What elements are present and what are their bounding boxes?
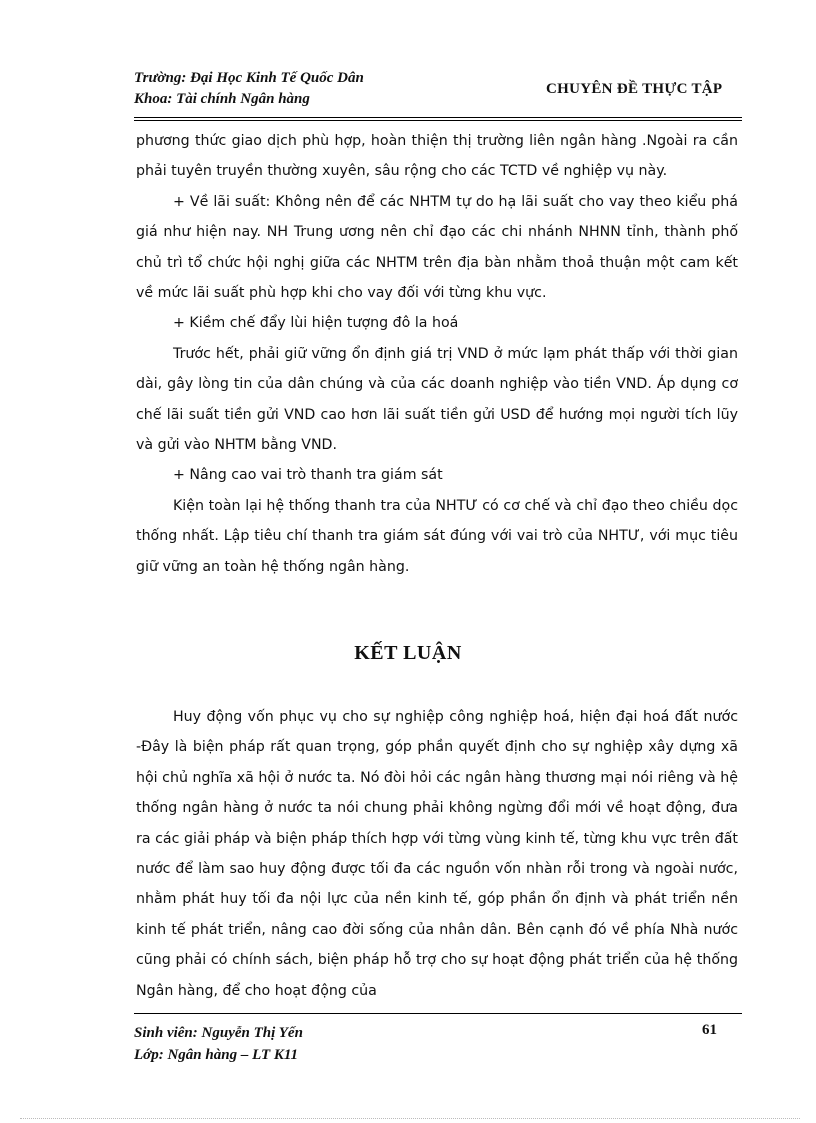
- header-left: [134, 68, 364, 110]
- document-type: CHUYÊN ĐỀ THỰC TẬP: [546, 81, 723, 97]
- paragraph: + Kiềm chế đẩy lùi hiện tượng đô la hoá: [173, 315, 459, 332]
- paragraph: + Về lãi suất: Không nên để các NHTM tự do hạ lãi suất cho vay theo kiểu phá giá như hiện nay. NH Trung ương nên chỉ đạo các chi nhánh NHNN tỉnh, thành phố chủ trì tổ chức hội nghị giữa các NHTM trên địa bàn nhằm thoả thuận một cam kết về mức lãi suất phù hợp khi cho vay đối với từng khu vực.: [136, 193, 738, 302]
- page-number: 61: [702, 1022, 717, 1038]
- paragraph: Trước hết, phải giữ vững ổn định giá trị VND ở mức lạm phát thấp với thời gian dài, gây lòng tin của dân chúng và của các doanh nghiệp vào tiền VND. Áp dụng cơ chế lãi suất tiền gửi VND cao hơn lãi suất tiền gửi USD để hướng mọi người tích lũy và gửi vào NHTM bằng VND.: [136, 345, 738, 454]
- header-rule: [134, 117, 742, 121]
- faculty-name: Khoa: Tài chính Ngân hàng: [134, 91, 310, 107]
- paragraph: Huy động vốn phục vụ cho sự nghiệp công nghiệp hoá, hiện đại hoá đất nước -Đây là biện pháp rất quan trọng, góp phần quyết định cho sự nghiệp xây dựng xã hội chủ nghĩa xã hội ở nước ta. Nó đòi hỏi các ngân hàng thương mại nói riêng và hệ thống ngân hàng ở nước ta nói chung phải không ngừng đổi mới về hoạt động, đưa ra các giải pháp và biện pháp thích hợp với từng vùng kinh tế, từng khu vực trên đất nước để làm sao huy động được tối đa các nguồn vốn nhàn rỗi trong và ngoài nước, nhằm phát huy tối đa nội lực của nền kinh tế, góp phần ổn định và phát triển nền kinh tế phát triển, nâng cao đời sống của nhân dân. Bên cạnh đó về phía Nhà nước cũng phải có chính sách, biện pháp hỗ trợ cho sự hoạt động phát triển của hệ thống Ngân hàng, để cho hoạt động của: [136, 709, 738, 999]
- conclusion-title: KẾT LUẬN: [354, 642, 462, 664]
- paragraph: + Nâng cao vai trò thanh tra giám sát: [173, 467, 443, 484]
- class-name: Lớp: Ngân hàng – LT K11: [134, 1047, 299, 1063]
- paragraph: Kiện toàn lại hệ thống thanh tra của NHTƯ có cơ chế và chỉ đạo theo chiều dọc thống nhất. Lập tiêu chí thanh tra giám sát đúng với vai trò của NHTƯ, với mục tiêu giữ vững an toàn hệ thống ngân hàng.: [136, 497, 738, 575]
- footer-rule: [134, 1013, 742, 1014]
- page-edge: [20, 1118, 800, 1119]
- paragraph: phương thức giao dịch phù hợp, hoàn thiện thị trường liên ngân hàng .Ngoài ra cần phải tuyên truyền thường xuyên, sâu rộng cho các TCTD về nghiệp vụ này.: [136, 133, 738, 180]
- footer-left: [134, 1022, 303, 1066]
- conclusion-section: [136, 702, 738, 1006]
- body-section: [136, 126, 738, 582]
- student-name: Sinh viên: Nguyễn Thị Yến: [134, 1025, 303, 1041]
- school-name: Trường: Đại Học Kinh Tế Quốc Dân: [134, 70, 364, 86]
